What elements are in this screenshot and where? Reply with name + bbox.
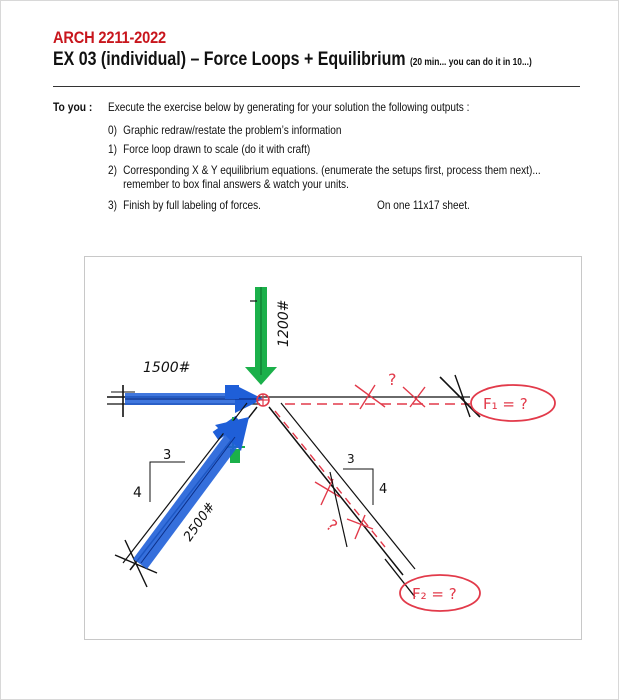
- step-text: Graphic redraw/restate the problem’s information: [123, 123, 342, 137]
- step-text: Force loop drawn to scale (do it with craft): [123, 142, 311, 156]
- step-item: [108, 142, 310, 156]
- instructions-intro: Execute the exercise below by generating for your solution the following outputs :: [108, 100, 470, 114]
- diagonal-load-label: 2500#: [180, 499, 219, 545]
- step-number: 3): [108, 198, 117, 212]
- vertical-load-arrow: [245, 287, 277, 385]
- right-diagonal-member: [269, 403, 415, 597]
- step-number: 0): [108, 123, 117, 137]
- step-item: [108, 123, 341, 137]
- horizontal-load-label: 1500#: [143, 360, 191, 376]
- right-slope-rise: 4: [379, 482, 388, 497]
- left-slope-run: 3: [163, 448, 172, 463]
- step-item: [108, 163, 541, 191]
- course-code: ARCH 2211-2022: [53, 28, 166, 47]
- exercise-title-text: EX 03 (individual) – Force Loops + Equilibrium: [53, 49, 406, 70]
- left-slope-rise: 4: [133, 485, 142, 501]
- vertical-load-label: 1200#: [276, 299, 292, 347]
- header-divider: [53, 86, 580, 87]
- sheet-note: On one 11x17 sheet.: [377, 198, 470, 212]
- to-you-label: To you :: [53, 100, 93, 114]
- f1-label: F₁ = ?: [483, 395, 528, 413]
- force-diagram: [85, 257, 583, 641]
- f2-label: F₂ = ?: [412, 585, 457, 603]
- step-item: [108, 198, 261, 212]
- step-text: Finish by full labeling of forces.: [123, 198, 261, 212]
- exercise-title: [53, 49, 532, 71]
- exercise-time-note: (20 min... you can do it in 10...): [409, 57, 532, 68]
- horizontal-member-question: ?: [388, 370, 397, 389]
- right-member-question: ?: [322, 515, 342, 536]
- step-continuation: remember to box final answers & watch your units.: [123, 177, 349, 191]
- right-horizontal-member: [260, 375, 480, 417]
- center-node: [257, 394, 269, 406]
- step-text: Corresponding X & Y equilibrium equations. (enumerate the setups first, process them next)...: [123, 163, 541, 177]
- step-number: 2): [108, 163, 117, 177]
- problem-figure: [84, 256, 582, 640]
- step-number: 1): [108, 142, 117, 156]
- right-slope-run: 3: [347, 452, 355, 466]
